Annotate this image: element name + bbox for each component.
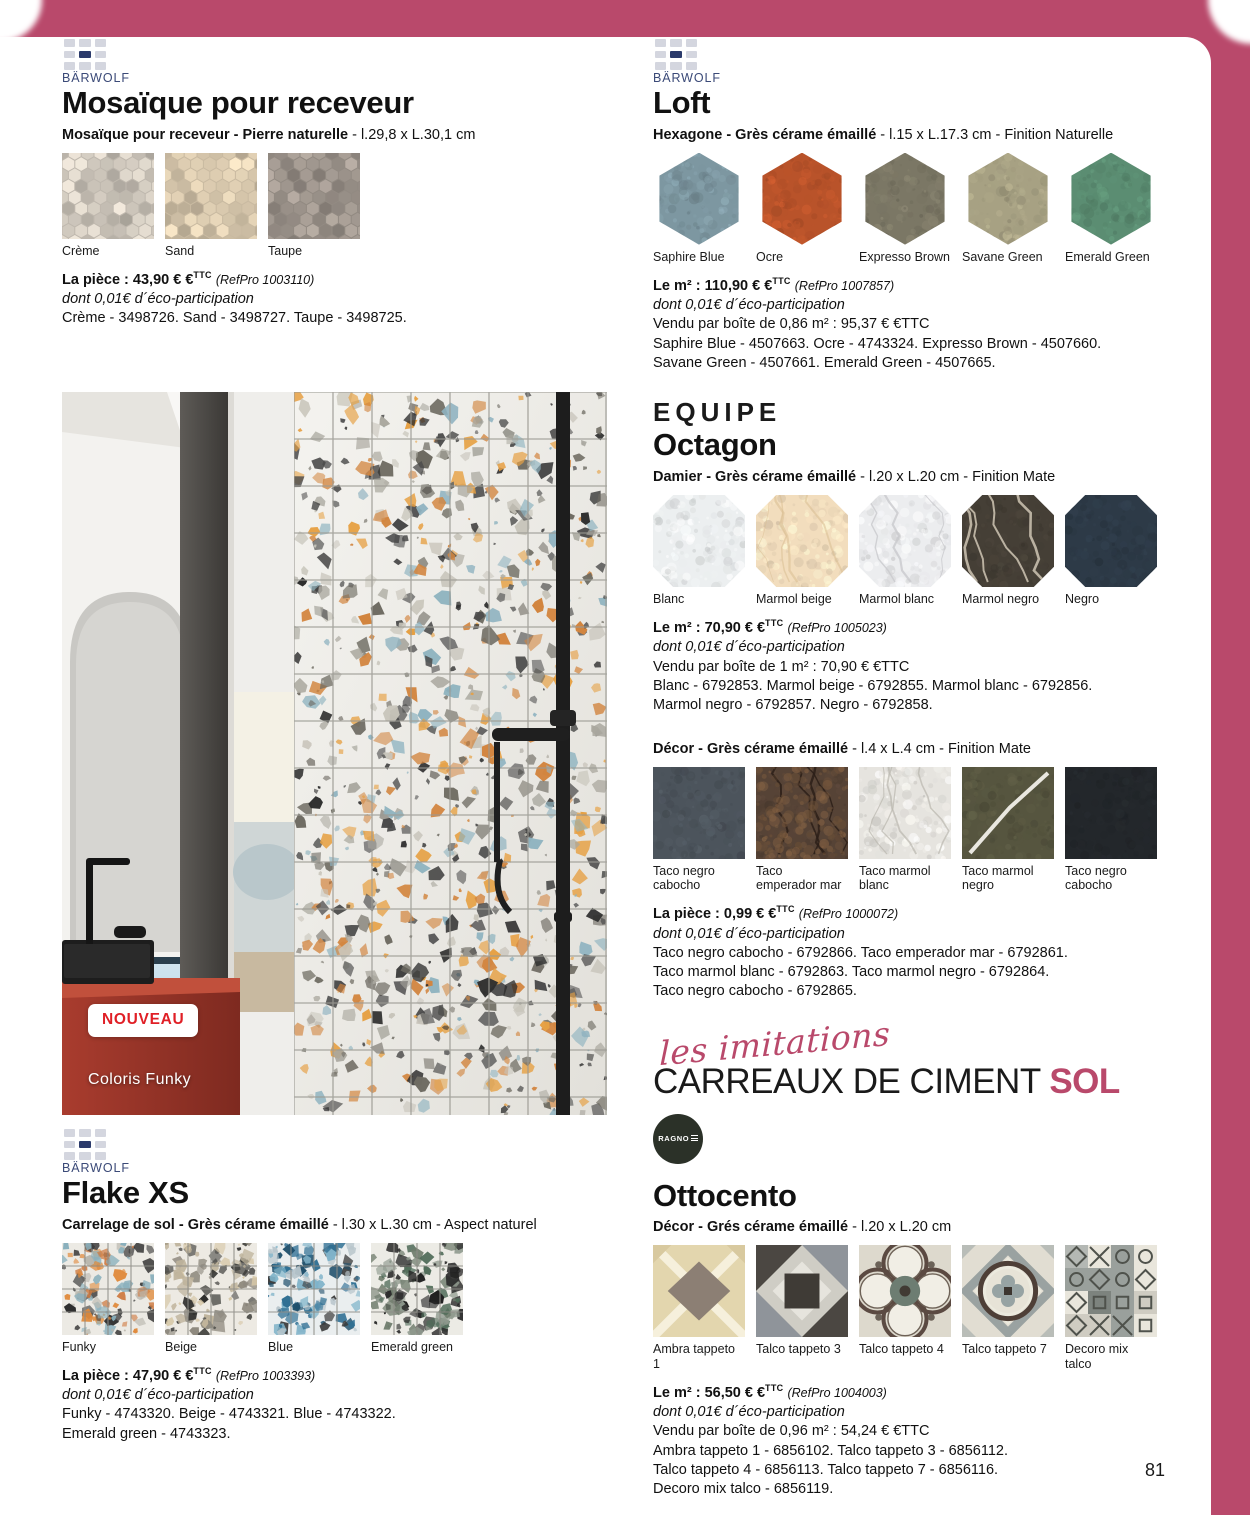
price-ttc: TTC [772,276,791,287]
swatch-label: Saphire Blue [653,249,725,264]
swatch-label: Decoro mix talco [1065,1342,1129,1371]
subtitle-rest: - l.15 x L.17.3 cm - Finition Naturelle [876,126,1114,143]
price-ttc: TTC [193,270,212,281]
hexagon-swatch [859,153,951,245]
octagon-swatch [653,495,745,587]
price-ttc: TTC [776,904,795,915]
nouveau-badge [88,1004,198,1037]
swatch-label: Taco emperador mar [756,863,842,893]
hexagon-swatch [653,153,745,245]
product-title: Flake XS [62,1175,189,1210]
swatch-label: Talco tappeto 7 [962,1342,1047,1357]
color-swatch[interactable] [859,767,951,893]
color-swatch[interactable] [859,153,951,264]
hexagon-swatch [756,153,848,245]
box-price-line [653,315,1153,334]
price-block [62,270,607,329]
price-line [653,904,1153,924]
eco-participation: dont 0,01€ d´éco-participation [653,297,845,314]
price-prefix: Le m² : [653,277,705,294]
color-swatch[interactable] [859,495,951,606]
product-references-line1: Blanc - 6792853. Marmol beige - 6792855. Marmol blanc - 6792856. [653,678,1093,694]
swatch-label: Ocre [756,249,784,264]
product-references-line1: Funky - 4743320. Beige - 4743321. Blue - 4743322. [62,1406,396,1423]
box-price-text: Vendu par boîte de 1 m² : 70,90 € € [653,658,882,675]
eco-participation: dont 0,01€ d´éco-participation [653,1404,845,1421]
product-title: Loft [653,85,711,120]
swatch-texture [962,767,1054,859]
square-swatch [962,767,1054,859]
swatch-texture [653,767,745,859]
swatch-texture [859,153,951,245]
swatch-label: Taco marmol blanc [859,863,931,893]
ragno-logo [653,1114,703,1164]
subtitle-bold: Décor - Grés cérame émaillé [653,1219,849,1236]
box-price-ttc: TTC [881,658,910,675]
cement-pattern-swatch [859,1245,951,1337]
box-price-line [653,1422,1153,1441]
barwolf-logo [62,37,130,85]
swatch-texture [62,153,154,239]
price-prefix: Le m² : [653,620,705,637]
swatch-texture [268,153,360,239]
product-references: Crème - 3498726. Sand - 3498727. Taupe - 3498725. [62,310,407,327]
price-block [653,276,1153,373]
product-subtitle [62,1216,607,1234]
swatch-label: Taupe [268,243,303,258]
color-swatch[interactable] [268,153,360,258]
swatch-row [653,495,1153,606]
color-swatch[interactable] [756,153,848,264]
section-main-label [653,1062,1120,1102]
subtitle-bold: Damier - Grès cérame émaillé [653,468,857,485]
barwolf-grid-icon [653,37,697,70]
swatch-label: Taco negro cabocho [1065,863,1127,893]
terrazzo-swatch [165,1243,257,1335]
product-references-line1: Saphire Blue - 4507663. Ocre - 4743324. Expresso Brown - 4507660. [653,335,1102,352]
octagon-swatch [962,495,1054,587]
color-swatch[interactable] [962,495,1054,606]
price-block [653,1383,1153,1500]
price-ttc: TTC [765,1383,784,1394]
equipe-logo: EQUIPE [653,397,782,428]
price-value: 0,99 € € [723,906,777,923]
color-swatch[interactable] [1065,767,1157,893]
hero-photo [62,392,607,1115]
product-title: Mosaïque pour receveur [62,85,414,120]
product-references-line2: Marmol negro - 6792857. Negro - 6792858. [653,697,933,714]
product-subtitle [62,126,607,144]
subtitle-rest: - l.20 x L.20 cm - Finition Mate [856,468,1056,485]
price-block [653,904,1153,1001]
swatch-texture [756,153,848,245]
swatch-label: Crème [62,243,100,258]
swatch-texture [165,153,257,239]
swatch-texture [1065,495,1157,587]
color-swatch[interactable] [62,1243,154,1354]
swatch-label: Negro [1065,591,1100,606]
swatch-label: Expresso Brown [859,249,951,264]
swatch-label: Emerald Green [1065,249,1150,264]
eco-participation: dont 0,01€ d´éco-participation [653,925,845,942]
product-references-line3: Taco negro cabocho - 6792865. [653,983,857,1000]
swatch-label: Taco negro cabocho [653,863,715,893]
eco-participation: dont 0,01€ d´éco-participation [653,639,845,656]
color-swatch[interactable] [756,495,848,606]
refpro: (RefPro 1003110) [215,272,315,287]
price-value: 47,90 € € [132,1367,194,1384]
price-value: 43,90 € € [132,271,194,288]
eco-participation: dont 0,01€ d´éco-participation [62,291,254,308]
product-subtitle [653,468,1153,486]
price-block [62,1366,607,1444]
terrazzo-swatch [371,1243,463,1335]
swatch-texture [962,153,1054,245]
subtitle-bold: Mosaïque pour receveur - Pierre naturelle [62,126,349,143]
swatch-texture [653,1245,745,1337]
terrazzo-swatch [62,1243,154,1335]
mosaic-swatch [165,153,257,239]
product-subtitle [653,740,1153,758]
cement-pattern-swatch [1065,1245,1157,1337]
corner-decoration-left [0,0,42,42]
product-references-line1: Ambra tappeto 1 - 6856102. Talco tappeto 3 - 6856112. [653,1442,1008,1459]
subtitle-bold: Hexagone - Grès cérame émaillé [653,126,877,143]
swatch-texture [859,767,951,859]
color-swatch[interactable] [962,767,1054,893]
hexagon-swatch [962,153,1054,245]
swatch-texture [653,495,745,587]
cement-pattern-swatch [653,1245,745,1337]
box-price-text: Vendu par boîte de 0,96 m² : 54,24 € € [653,1423,902,1440]
product-octagon [653,399,1153,715]
swatch-label: Marmol blanc [859,591,935,606]
price-ttc: TTC [765,618,784,629]
subtitle-rest: - l.20 x L.20 cm [848,1219,952,1236]
swatch-label: Ambra tappeto 1 [653,1342,735,1371]
ragno-bars-icon [691,1135,698,1142]
swatch-label: Savane Green [962,249,1043,264]
page-content [0,37,1211,1515]
hexagon-swatch [1065,153,1157,245]
subtitle-rest: - l.29,8 x L.30,1 cm [348,126,476,143]
product-title: Ottocento [653,1177,797,1213]
swatch-label: Funky [62,1339,97,1354]
refpro: (RefPro 1004003) [787,1385,887,1400]
mosaic-swatch [62,153,154,239]
swatch-label: Marmol beige [756,591,832,606]
swatch-label: Emerald green [371,1339,453,1354]
price-line [653,276,1153,296]
swatch-texture [962,495,1054,587]
swatch-texture [859,495,951,587]
swatch-label: Blanc [653,591,685,606]
square-swatch [653,767,745,859]
swatch-label: Sand [165,243,195,258]
box-price-ttc: TTC [901,316,930,333]
octagon-swatch [859,495,951,587]
price-line [62,1366,607,1386]
barwolf-logo [653,37,721,85]
color-swatch[interactable] [653,153,745,264]
box-price-ttc: TTC [901,1423,930,1440]
nouveau-badge-label: NOUVEAU [102,1011,185,1028]
price-line [653,618,1153,638]
price-value: 110,90 € € [704,277,773,294]
swatch-texture [756,767,848,859]
subtitle-rest: - l.4 x L.4 cm - Finition Mate [848,740,1031,757]
swatch-texture [1065,153,1157,245]
swatch-label: Beige [165,1339,197,1354]
swatch-texture [653,153,745,245]
subtitle-rest: - l.30 x L.30 cm - Aspect naturel [328,1216,537,1233]
color-swatch[interactable] [962,153,1054,264]
product-octagon-decor [653,740,1153,1002]
product-title: Octagon [653,427,777,463]
price-prefix: La pièce : [653,906,724,923]
color-swatch[interactable] [1065,153,1157,264]
section-main-text: CARREAUX DE CIMENT [653,1061,1050,1101]
swatch-label: Taco marmol negro [962,863,1034,893]
color-swatch[interactable] [653,1245,745,1371]
price-prefix: La pièce : [62,271,133,288]
section-accent-text: SOL [1049,1061,1120,1101]
swatch-texture [962,1245,1054,1337]
swatch-row [653,153,1153,264]
product-references-line2: Taco marmol blanc - 6792863. Taco marmol negro - 6792864. [653,964,1050,981]
box-price-line [653,658,1153,677]
square-swatch [859,767,951,859]
product-subtitle [653,1218,1153,1236]
color-swatch[interactable] [268,1243,360,1354]
corner-decoration-right [1208,0,1250,44]
product-ottocento [653,1114,1153,1500]
swatch-texture [1065,767,1157,859]
swatch-texture [62,1243,154,1335]
terrazzo-swatch [268,1243,360,1335]
barwolf-grid-icon [62,37,106,70]
product-references-line3: Decoro mix talco - 6856119. [653,1481,834,1498]
color-swatch[interactable] [62,153,154,258]
product-references-line2: Talco tappeto 4 - 6856113. Talco tappeto 7 - 6856116. [653,1462,999,1479]
product-subtitle [653,126,1153,144]
swatch-texture [371,1243,463,1335]
section-heading-carreaux-de-ciment-sol [653,1013,1153,1108]
mosaic-swatch [268,153,360,239]
refpro: (RefPro 1003393) [215,1368,316,1383]
page-number: 81 [1144,1460,1165,1480]
swatch-label: Talco tappeto 3 [756,1342,841,1357]
swatch-texture [1065,1245,1157,1337]
color-swatch[interactable] [859,1245,951,1371]
subtitle-bold: Carrelage de sol - Grès cérame émaillé [62,1216,329,1233]
price-line [653,1383,1153,1403]
barwolf-grid-icon [62,1127,106,1160]
product-mosaique-pour-receveur [62,37,607,329]
color-swatch[interactable] [165,153,257,258]
swatch-label: Marmol negro [962,591,1040,606]
product-references-line2: Savane Green - 4507661. Emerald Green - 4507665. [653,355,996,371]
color-swatch[interactable] [165,1243,257,1354]
swatch-texture [756,495,848,587]
swatch-row [653,767,1153,893]
square-swatch [756,767,848,859]
ragno-wordmark: RAGNO [658,1134,690,1144]
octagon-swatch [1065,495,1157,587]
color-swatch[interactable] [1065,495,1157,606]
color-swatch[interactable] [653,767,745,893]
refpro: (RefPro 1007857) [794,278,895,293]
square-swatch [1065,767,1157,859]
product-references-line2: Emerald green - 4743323. [62,1425,231,1442]
price-value: 56,50 € € [704,1384,766,1401]
swatch-row [62,1243,607,1354]
swatch-texture [268,1243,360,1335]
barwolf-wordmark: BÄRWOLF [62,1161,130,1175]
section-script-label: les imitations [659,1013,891,1073]
swatch-texture [165,1243,257,1335]
barwolf-wordmark: BÄRWOLF [62,71,130,85]
price-prefix: La pièce : [62,1367,133,1384]
color-swatch[interactable] [1065,1245,1157,1371]
barwolf-logo [62,1127,130,1175]
swatch-texture [859,1245,951,1337]
cement-pattern-swatch [756,1245,848,1337]
refpro: (RefPro 1005023) [787,621,887,636]
right-column [653,37,1153,1500]
product-references-line1: Taco negro cabocho - 6792866. Taco emperador mar - 6792861. [653,944,1068,961]
color-swatch[interactable] [756,1245,848,1371]
price-line [62,270,607,290]
swatch-row [62,153,607,258]
swatch-label: Blue [268,1339,294,1354]
barwolf-wordmark: BÄRWOLF [653,71,721,85]
cement-pattern-swatch [962,1245,1054,1337]
product-flake-xs [62,1127,607,1444]
octagon-swatch [756,495,848,587]
subtitle-bold: Décor - Grès cérame émaillé [653,740,849,757]
price-ttc: TTC [193,1366,212,1377]
color-swatch[interactable] [653,495,745,606]
color-swatch[interactable] [371,1243,463,1354]
price-block [653,618,1153,715]
box-price-text: Vendu par boîte de 0,86 m² : 95,37 € € [653,316,902,333]
hero-caption: Coloris Funky [88,1071,192,1088]
product-loft [653,37,1153,373]
price-value: 70,90 € € [704,620,766,637]
swatch-row [653,1245,1153,1371]
color-swatch[interactable] [962,1245,1054,1371]
color-swatch[interactable] [756,767,848,893]
swatch-texture [756,1245,848,1337]
refpro: (RefPro 1000072) [798,907,899,922]
swatch-label: Talco tappeto 4 [859,1342,944,1357]
price-prefix: Le m² : [653,1384,705,1401]
eco-participation: dont 0,01€ d´éco-participation [62,1387,254,1404]
